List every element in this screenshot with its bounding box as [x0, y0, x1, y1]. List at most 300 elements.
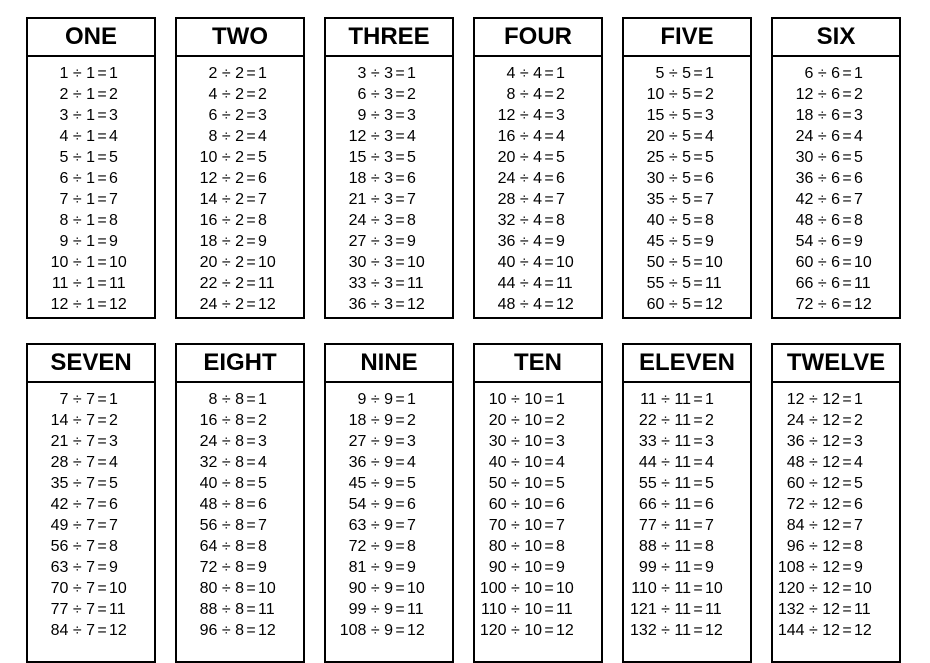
- fact-equals-sign: =: [97, 107, 107, 124]
- fact-quotient: 10: [705, 254, 723, 271]
- fact-equals-sign: =: [97, 170, 107, 187]
- fact-dividend-divisor: 50 ÷ 10: [488, 475, 542, 492]
- fact-equals-sign: =: [693, 412, 703, 429]
- fact-equals-sign: =: [842, 275, 852, 292]
- division-table-six: [771, 17, 901, 319]
- fact-quotient: 6: [109, 496, 118, 513]
- table-title: FOUR: [475, 19, 601, 57]
- fact-dividend-divisor: 49 ÷ 7: [50, 517, 95, 534]
- fact-quotient: 10: [258, 254, 276, 271]
- fact-dividend-divisor: 35 ÷ 5: [646, 191, 691, 208]
- fact-row: [326, 431, 452, 452]
- fact-quotient: 7: [258, 191, 267, 208]
- fact-quotient: 4: [407, 128, 416, 145]
- fact-equals-sign: =: [97, 580, 107, 597]
- facts-list: [177, 383, 303, 641]
- fact-quotient: 2: [854, 412, 863, 429]
- fact-dividend-divisor: 30 ÷ 10: [488, 433, 542, 450]
- fact-quotient: 4: [407, 454, 416, 471]
- fact-row: [773, 410, 899, 431]
- fact-equals-sign: =: [842, 107, 852, 124]
- division-table-two: [175, 17, 305, 319]
- fact-dividend-divisor: 110 ÷ 10: [481, 601, 542, 618]
- fact-equals-sign: =: [693, 233, 703, 250]
- fact-quotient: 10: [556, 580, 574, 597]
- fact-row: [773, 147, 899, 168]
- fact-dividend-divisor: 60 ÷ 10: [488, 496, 542, 513]
- fact-quotient: 4: [556, 128, 565, 145]
- fact-dividend-divisor: 14 ÷ 7: [50, 412, 95, 429]
- fact-quotient: 5: [854, 475, 863, 492]
- fact-equals-sign: =: [842, 254, 852, 271]
- fact-row: [326, 536, 452, 557]
- fact-row: [624, 189, 750, 210]
- fact-row: [475, 494, 601, 515]
- fact-quotient: 2: [705, 412, 714, 429]
- fact-equals-sign: =: [246, 212, 256, 229]
- fact-row: [624, 515, 750, 536]
- fact-quotient: 1: [556, 65, 565, 82]
- fact-row: [177, 473, 303, 494]
- fact-quotient: 6: [109, 170, 118, 187]
- fact-quotient: 11: [556, 275, 573, 292]
- fact-dividend-divisor: 63 ÷ 9: [348, 517, 393, 534]
- table-title: SIX: [773, 19, 899, 57]
- fact-equals-sign: =: [395, 86, 405, 103]
- fact-dividend-divisor: 108 ÷ 9: [339, 622, 393, 639]
- fact-quotient: 12: [407, 296, 425, 313]
- fact-equals-sign: =: [97, 128, 107, 145]
- fact-quotient: 8: [556, 538, 565, 555]
- fact-equals-sign: =: [246, 296, 256, 313]
- fact-dividend-divisor: 60 ÷ 5: [646, 296, 691, 313]
- fact-equals-sign: =: [693, 65, 703, 82]
- fact-dividend-divisor: 20 ÷ 2: [199, 254, 244, 271]
- fact-dividend-divisor: 60 ÷ 12: [786, 475, 840, 492]
- fact-equals-sign: =: [97, 212, 107, 229]
- fact-quotient: 3: [854, 433, 863, 450]
- fact-quotient: 5: [854, 149, 863, 166]
- fact-row: [624, 578, 750, 599]
- fact-quotient: 10: [258, 580, 276, 597]
- fact-row: [773, 63, 899, 84]
- fact-quotient: 5: [258, 149, 267, 166]
- fact-quotient: 4: [705, 454, 714, 471]
- fact-dividend-divisor: 35 ÷ 7: [50, 475, 95, 492]
- fact-quotient: 11: [407, 601, 424, 618]
- fact-row: [28, 494, 154, 515]
- division-table-three: [324, 17, 454, 319]
- fact-equals-sign: =: [842, 65, 852, 82]
- fact-quotient: 5: [705, 149, 714, 166]
- fact-equals-sign: =: [97, 65, 107, 82]
- fact-equals-sign: =: [395, 475, 405, 492]
- fact-row: [326, 273, 452, 294]
- fact-dividend-divisor: 18 ÷ 2: [199, 233, 244, 250]
- fact-equals-sign: =: [97, 149, 107, 166]
- fact-dividend-divisor: 60 ÷ 6: [795, 254, 840, 271]
- fact-row: [177, 126, 303, 147]
- fact-quotient: 1: [407, 391, 416, 408]
- fact-equals-sign: =: [544, 191, 554, 208]
- fact-row: [28, 452, 154, 473]
- fact-dividend-divisor: 64 ÷ 8: [199, 538, 244, 555]
- fact-dividend-divisor: 42 ÷ 6: [795, 191, 840, 208]
- fact-equals-sign: =: [693, 170, 703, 187]
- fact-dividend-divisor: 72 ÷ 9: [348, 538, 393, 555]
- fact-equals-sign: =: [544, 622, 554, 639]
- fact-equals-sign: =: [693, 86, 703, 103]
- fact-quotient: 4: [854, 454, 863, 471]
- table-title: THREE: [326, 19, 452, 57]
- fact-equals-sign: =: [544, 254, 554, 271]
- fact-dividend-divisor: 8 ÷ 2: [208, 128, 244, 145]
- fact-dividend-divisor: 20 ÷ 10: [488, 412, 542, 429]
- fact-row: [28, 105, 154, 126]
- fact-dividend-divisor: 55 ÷ 11: [638, 475, 691, 492]
- fact-row: [475, 252, 601, 273]
- fact-dividend-divisor: 108 ÷ 12: [777, 559, 840, 576]
- fact-quotient: 3: [705, 433, 714, 450]
- fact-row: [773, 473, 899, 494]
- fact-dividend-divisor: 6 ÷ 1: [59, 170, 95, 187]
- fact-quotient: 4: [258, 128, 267, 145]
- fact-quotient: 8: [854, 212, 863, 229]
- fact-dividend-divisor: 18 ÷ 3: [348, 170, 393, 187]
- fact-equals-sign: =: [693, 538, 703, 555]
- fact-row: [326, 620, 452, 641]
- fact-row: [624, 599, 750, 620]
- fact-dividend-divisor: 8 ÷ 4: [506, 86, 542, 103]
- fact-row: [624, 431, 750, 452]
- fact-quotient: 8: [705, 538, 714, 555]
- fact-equals-sign: =: [246, 559, 256, 576]
- fact-dividend-divisor: 54 ÷ 9: [348, 496, 393, 513]
- fact-row: [773, 294, 899, 315]
- fact-row: [28, 515, 154, 536]
- fact-quotient: 3: [258, 433, 267, 450]
- fact-equals-sign: =: [544, 170, 554, 187]
- facts-list: [624, 383, 750, 641]
- fact-equals-sign: =: [246, 254, 256, 271]
- fact-dividend-divisor: 36 ÷ 6: [795, 170, 840, 187]
- fact-quotient: 10: [854, 254, 872, 271]
- fact-dividend-divisor: 4 ÷ 4: [506, 65, 542, 82]
- fact-equals-sign: =: [842, 454, 852, 471]
- fact-row: [624, 168, 750, 189]
- fact-equals-sign: =: [693, 391, 703, 408]
- fact-row: [28, 231, 154, 252]
- fact-row: [177, 147, 303, 168]
- fact-row: [475, 578, 601, 599]
- fact-quotient: 1: [705, 65, 714, 82]
- fact-dividend-divisor: 90 ÷ 9: [348, 580, 393, 597]
- fact-dividend-divisor: 48 ÷ 8: [199, 496, 244, 513]
- fact-row: [326, 515, 452, 536]
- fact-dividend-divisor: 120 ÷ 12: [777, 580, 840, 597]
- fact-dividend-divisor: 48 ÷ 4: [497, 296, 542, 313]
- fact-quotient: 10: [854, 580, 872, 597]
- fact-quotient: 10: [109, 580, 127, 597]
- fact-equals-sign: =: [693, 454, 703, 471]
- fact-row: [773, 599, 899, 620]
- fact-quotient: 3: [854, 107, 863, 124]
- fact-equals-sign: =: [544, 454, 554, 471]
- fact-quotient: 3: [407, 433, 416, 450]
- fact-dividend-divisor: 84 ÷ 7: [50, 622, 95, 639]
- fact-dividend-divisor: 9 ÷ 3: [357, 107, 393, 124]
- fact-quotient: 10: [407, 254, 425, 271]
- fact-row: [326, 494, 452, 515]
- fact-row: [28, 389, 154, 410]
- fact-quotient: 8: [705, 212, 714, 229]
- facts-list: [475, 383, 601, 641]
- fact-equals-sign: =: [246, 517, 256, 534]
- fact-quotient: 9: [258, 559, 267, 576]
- fact-row: [475, 431, 601, 452]
- fact-equals-sign: =: [97, 559, 107, 576]
- fact-quotient: 3: [407, 107, 416, 124]
- fact-equals-sign: =: [395, 454, 405, 471]
- fact-quotient: 4: [109, 128, 118, 145]
- fact-equals-sign: =: [395, 517, 405, 534]
- fact-quotient: 2: [407, 412, 416, 429]
- fact-equals-sign: =: [395, 254, 405, 271]
- fact-equals-sign: =: [246, 580, 256, 597]
- fact-quotient: 12: [705, 622, 723, 639]
- fact-row: [326, 410, 452, 431]
- fact-dividend-divisor: 3 ÷ 3: [357, 65, 393, 82]
- fact-quotient: 9: [258, 233, 267, 250]
- fact-equals-sign: =: [544, 65, 554, 82]
- fact-equals-sign: =: [246, 622, 256, 639]
- fact-row: [475, 105, 601, 126]
- facts-list: [28, 57, 154, 315]
- fact-row: [624, 105, 750, 126]
- fact-equals-sign: =: [842, 412, 852, 429]
- fact-row: [773, 536, 899, 557]
- fact-quotient: 8: [407, 538, 416, 555]
- fact-dividend-divisor: 27 ÷ 9: [348, 433, 393, 450]
- fact-dividend-divisor: 50 ÷ 5: [646, 254, 691, 271]
- fact-dividend-divisor: 132 ÷ 12: [777, 601, 840, 618]
- fact-quotient: 11: [109, 601, 126, 618]
- fact-dividend-divisor: 121 ÷ 11: [630, 601, 691, 618]
- fact-row: [28, 473, 154, 494]
- fact-dividend-divisor: 24 ÷ 3: [348, 212, 393, 229]
- fact-equals-sign: =: [544, 496, 554, 513]
- fact-quotient: 12: [705, 296, 723, 313]
- fact-equals-sign: =: [395, 601, 405, 618]
- fact-quotient: 11: [258, 275, 275, 292]
- fact-dividend-divisor: 12 ÷ 12: [786, 391, 840, 408]
- fact-equals-sign: =: [97, 538, 107, 555]
- fact-equals-sign: =: [246, 475, 256, 492]
- fact-quotient: 3: [258, 107, 267, 124]
- table-title: SEVEN: [28, 345, 154, 383]
- fact-equals-sign: =: [395, 128, 405, 145]
- division-table-nine: [324, 343, 454, 663]
- fact-quotient: 12: [109, 622, 127, 639]
- fact-dividend-divisor: 33 ÷ 3: [348, 275, 393, 292]
- fact-dividend-divisor: 99 ÷ 11: [638, 559, 691, 576]
- fact-row: [28, 273, 154, 294]
- fact-quotient: 5: [556, 475, 565, 492]
- fact-quotient: 6: [407, 496, 416, 513]
- fact-quotient: 9: [705, 559, 714, 576]
- fact-row: [773, 231, 899, 252]
- fact-quotient: 9: [109, 559, 118, 576]
- fact-quotient: 7: [556, 517, 565, 534]
- division-table-seven: [26, 343, 156, 663]
- fact-quotient: 2: [258, 412, 267, 429]
- fact-equals-sign: =: [395, 149, 405, 166]
- fact-quotient: 7: [854, 517, 863, 534]
- fact-row: [28, 63, 154, 84]
- fact-row: [624, 63, 750, 84]
- fact-quotient: 12: [258, 622, 276, 639]
- fact-equals-sign: =: [842, 538, 852, 555]
- fact-equals-sign: =: [693, 475, 703, 492]
- fact-quotient: 5: [258, 475, 267, 492]
- fact-dividend-divisor: 6 ÷ 2: [208, 107, 244, 124]
- fact-dividend-divisor: 90 ÷ 10: [488, 559, 542, 576]
- fact-row: [177, 515, 303, 536]
- fact-equals-sign: =: [395, 559, 405, 576]
- fact-equals-sign: =: [97, 391, 107, 408]
- fact-row: [326, 105, 452, 126]
- fact-row: [624, 536, 750, 557]
- fact-row: [326, 126, 452, 147]
- fact-row: [28, 431, 154, 452]
- fact-equals-sign: =: [246, 233, 256, 250]
- fact-equals-sign: =: [842, 496, 852, 513]
- fact-dividend-divisor: 66 ÷ 6: [795, 275, 840, 292]
- fact-row: [177, 599, 303, 620]
- fact-equals-sign: =: [97, 475, 107, 492]
- fact-dividend-divisor: 120 ÷ 10: [479, 622, 542, 639]
- fact-row: [177, 252, 303, 273]
- fact-equals-sign: =: [246, 65, 256, 82]
- fact-quotient: 12: [556, 622, 574, 639]
- fact-equals-sign: =: [693, 149, 703, 166]
- fact-equals-sign: =: [97, 496, 107, 513]
- fact-row: [326, 168, 452, 189]
- fact-equals-sign: =: [246, 107, 256, 124]
- fact-quotient: 7: [705, 191, 714, 208]
- fact-equals-sign: =: [544, 296, 554, 313]
- fact-quotient: 8: [109, 538, 118, 555]
- fact-row: [773, 515, 899, 536]
- fact-equals-sign: =: [395, 496, 405, 513]
- fact-quotient: 2: [109, 86, 118, 103]
- fact-row: [475, 620, 601, 641]
- fact-dividend-divisor: 24 ÷ 12: [786, 412, 840, 429]
- fact-quotient: 11: [258, 601, 275, 618]
- fact-quotient: 7: [109, 191, 118, 208]
- fact-row: [326, 294, 452, 315]
- fact-dividend-divisor: 72 ÷ 12: [786, 496, 840, 513]
- fact-dividend-divisor: 80 ÷ 8: [199, 580, 244, 597]
- fact-dividend-divisor: 12 ÷ 1: [50, 296, 95, 313]
- fact-dividend-divisor: 84 ÷ 12: [786, 517, 840, 534]
- fact-row: [28, 168, 154, 189]
- fact-quotient: 3: [705, 107, 714, 124]
- fact-quotient: 5: [705, 475, 714, 492]
- fact-dividend-divisor: 16 ÷ 2: [199, 212, 244, 229]
- table-title: TWELVE: [773, 345, 899, 383]
- fact-row: [177, 536, 303, 557]
- fact-equals-sign: =: [246, 191, 256, 208]
- fact-equals-sign: =: [544, 475, 554, 492]
- fact-quotient: 9: [556, 233, 565, 250]
- fact-dividend-divisor: 14 ÷ 2: [199, 191, 244, 208]
- fact-equals-sign: =: [246, 128, 256, 145]
- fact-quotient: 1: [258, 65, 267, 82]
- fact-dividend-divisor: 56 ÷ 7: [50, 538, 95, 555]
- fact-quotient: 5: [407, 475, 416, 492]
- fact-equals-sign: =: [395, 275, 405, 292]
- fact-dividend-divisor: 55 ÷ 5: [646, 275, 691, 292]
- fact-equals-sign: =: [842, 475, 852, 492]
- fact-quotient: 7: [258, 517, 267, 534]
- fact-quotient: 10: [407, 580, 425, 597]
- fact-row: [177, 105, 303, 126]
- fact-equals-sign: =: [544, 517, 554, 534]
- fact-dividend-divisor: 54 ÷ 6: [795, 233, 840, 250]
- fact-equals-sign: =: [693, 296, 703, 313]
- fact-dividend-divisor: 4 ÷ 2: [208, 86, 244, 103]
- fact-equals-sign: =: [842, 517, 852, 534]
- fact-equals-sign: =: [842, 296, 852, 313]
- fact-dividend-divisor: 10 ÷ 10: [488, 391, 542, 408]
- fact-dividend-divisor: 10 ÷ 1: [50, 254, 95, 271]
- fact-row: [624, 231, 750, 252]
- fact-equals-sign: =: [544, 128, 554, 145]
- fact-quotient: 5: [407, 149, 416, 166]
- fact-quotient: 11: [705, 275, 722, 292]
- fact-quotient: 11: [556, 601, 573, 618]
- fact-equals-sign: =: [544, 601, 554, 618]
- fact-row: [624, 252, 750, 273]
- fact-quotient: 6: [705, 170, 714, 187]
- fact-row: [475, 294, 601, 315]
- fact-row: [475, 147, 601, 168]
- fact-dividend-divisor: 22 ÷ 2: [199, 275, 244, 292]
- fact-dividend-divisor: 9 ÷ 1: [59, 233, 95, 250]
- fact-dividend-divisor: 40 ÷ 8: [199, 475, 244, 492]
- fact-dividend-divisor: 16 ÷ 4: [497, 128, 542, 145]
- fact-row: [177, 294, 303, 315]
- fact-row: [475, 210, 601, 231]
- fact-row: [624, 494, 750, 515]
- fact-dividend-divisor: 36 ÷ 4: [497, 233, 542, 250]
- fact-row: [177, 557, 303, 578]
- fact-dividend-divisor: 63 ÷ 7: [50, 559, 95, 576]
- fact-quotient: 4: [556, 454, 565, 471]
- table-title: EIGHT: [177, 345, 303, 383]
- fact-quotient: 8: [854, 538, 863, 555]
- fact-equals-sign: =: [246, 433, 256, 450]
- fact-dividend-divisor: 81 ÷ 9: [348, 559, 393, 576]
- facts-list: [475, 57, 601, 315]
- fact-equals-sign: =: [842, 86, 852, 103]
- fact-quotient: 9: [109, 233, 118, 250]
- fact-dividend-divisor: 56 ÷ 8: [199, 517, 244, 534]
- fact-row: [773, 557, 899, 578]
- fact-row: [28, 252, 154, 273]
- fact-row: [475, 189, 601, 210]
